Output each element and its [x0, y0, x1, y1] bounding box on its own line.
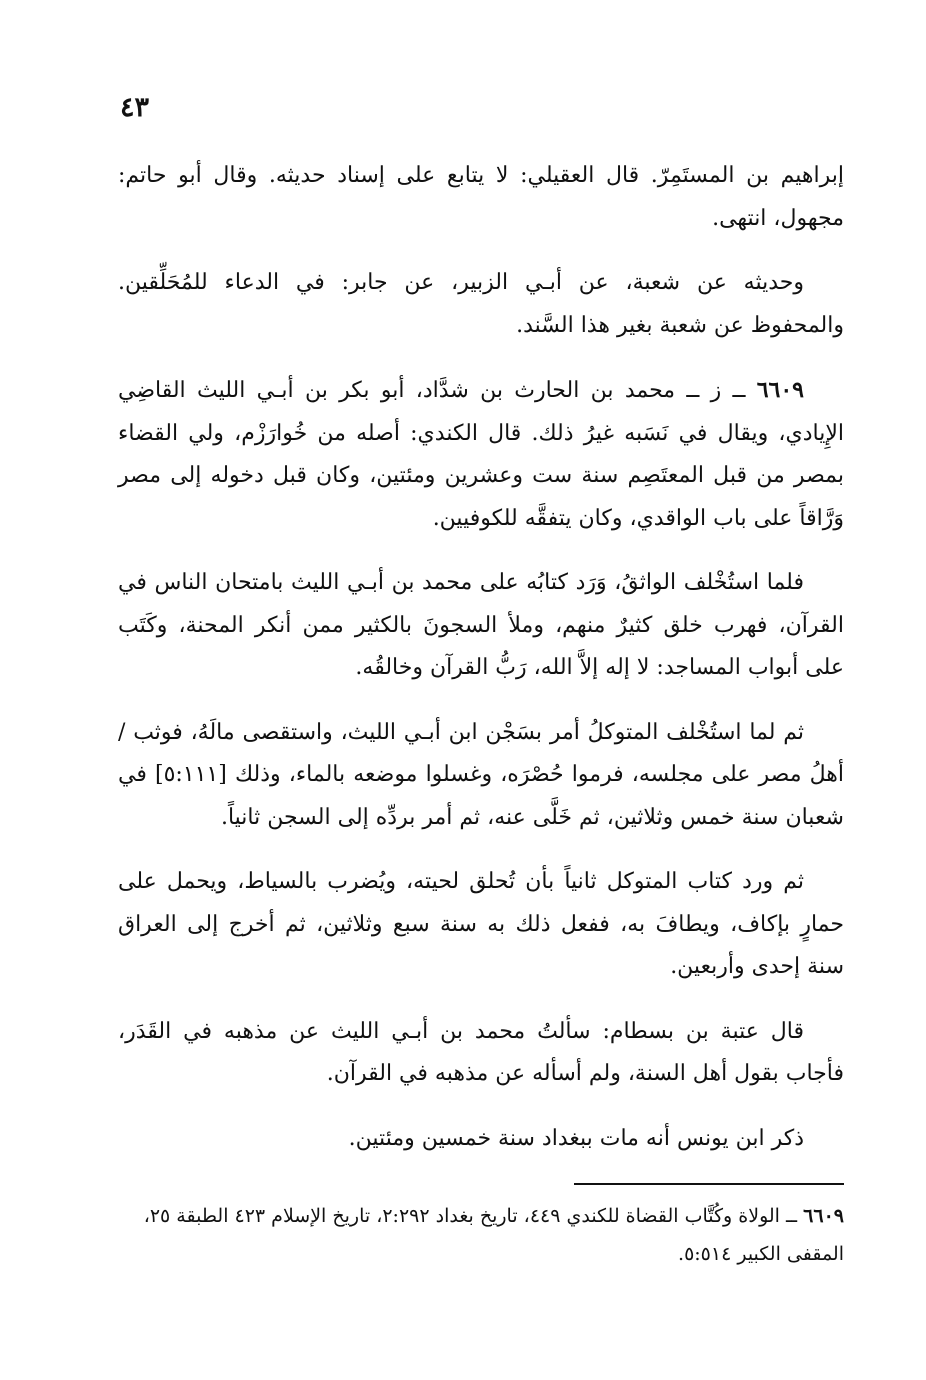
paragraph-8-text: ذكر ابن يونس أنه مات ببغداد سنة خمسين ومئتين.	[348, 1125, 804, 1151]
footnote-entry-number: ٦٦٠٩	[803, 1205, 844, 1227]
footnote	[118, 1197, 844, 1273]
footnote-divider	[574, 1183, 844, 1185]
paragraph-6	[118, 861, 844, 989]
paragraph-7	[118, 1011, 844, 1096]
paragraph-5-text-after: في شعبان سنة خمس وثلاثين، ثم خَلَّى عنه، ثم أمر بردِّه إلى السجن ثانياً.	[118, 762, 844, 830]
entry-6609	[118, 369, 844, 540]
source-page-reference: [٥:١١١]	[154, 762, 227, 787]
paragraph-1	[118, 155, 844, 240]
entry-number: ٦٦٠٩	[756, 377, 804, 403]
paragraph-4	[118, 562, 844, 690]
paragraph-7-text: قال عتبة بن بسطام: سألتُ محمد بن أبـي الليث عن مذهبه في القَدَر، فأجاب بقول أهل السنة، ولم أسأله عن مذهبه في القرآن.	[118, 1018, 844, 1086]
entry-text: ــ ز ــ محمد بن الحارث بن شدَّاد، أبو بكر بن أبـي الليث القاضِي الإِيادي، ويقال في نَسَبه غيرُ ذلك. قال الكندي: أصله من خُوارَزْم، ولي القضاء بمصر من قبل المعتَصِم سنة ست وعشرين ومئتين، وكان قبل دخوله إلى مصر وَرَّاقاً على باب الواقدي، وكان يتفقَّه للكوفيين.	[118, 378, 844, 531]
footnote-text: ــ الولاة وكُتَّاب القضاة للكندي ٤٤٩، تاريخ بغداد ٢:٢٩٢، تاريخ الإسلام ٤٢٣ الطبقة ٢٥، المقفى الكبير ٥:٥١٤.	[143, 1205, 844, 1265]
paragraph-6-text: ثم ورد كتاب المتوكل ثانياً بأن تُحلق لحيته، ويُضرب بالسياط، ويحمل على حمارٍ بإكاف، ويطافَ به، ففعل ذلك به سنة سبع وثلاثين، ثم أخرج إلى العراق سنة إحدى وأربعين.	[118, 869, 844, 979]
main-text	[118, 155, 844, 1182]
paragraph-5-text-before: ثم لما استُخْلف المتوكلُ أمر بسَجْن ابن أبـي الليث، واستقصى مالَهُ، فوثب / أهلُ مصر على مجلسه، فرموا حُصْرَه، وغسلوا موضعه بالماء، وذلك	[118, 719, 844, 787]
paragraph-2	[118, 262, 844, 347]
paragraph-2-text: وحديثه عن شعبة، عن أبـي الزبير، عن جابر: في الدعاء للمُحَلِّقين. والمحفوظ عن شعبة بغير هذا السَّند.	[118, 270, 844, 338]
page-number: ٤٣	[120, 92, 150, 123]
paragraph-8	[118, 1118, 844, 1161]
paragraph-4-text: فلما استُخْلف الواثقُ، وَرَد كتابُه على محمد بن أبـي الليث بامتحان الناس في القرآن، فهرب خلق كثيرٌ منهم، وملأ السجونَ بالكثير ممن أنكر المحنة، وكَتَب على أبواب المساجد: لا إله إلاَّ الله، رَبُّ القرآن وخالقُه.	[118, 570, 844, 680]
paragraph-1-text: إبراهيم بن المستَمِرّ. قال العقيلي: لا يتابع على إسناد حديثه. وقال أبو حاتم: مجهول، انتهى.	[118, 163, 844, 231]
paragraph-5	[118, 712, 844, 840]
